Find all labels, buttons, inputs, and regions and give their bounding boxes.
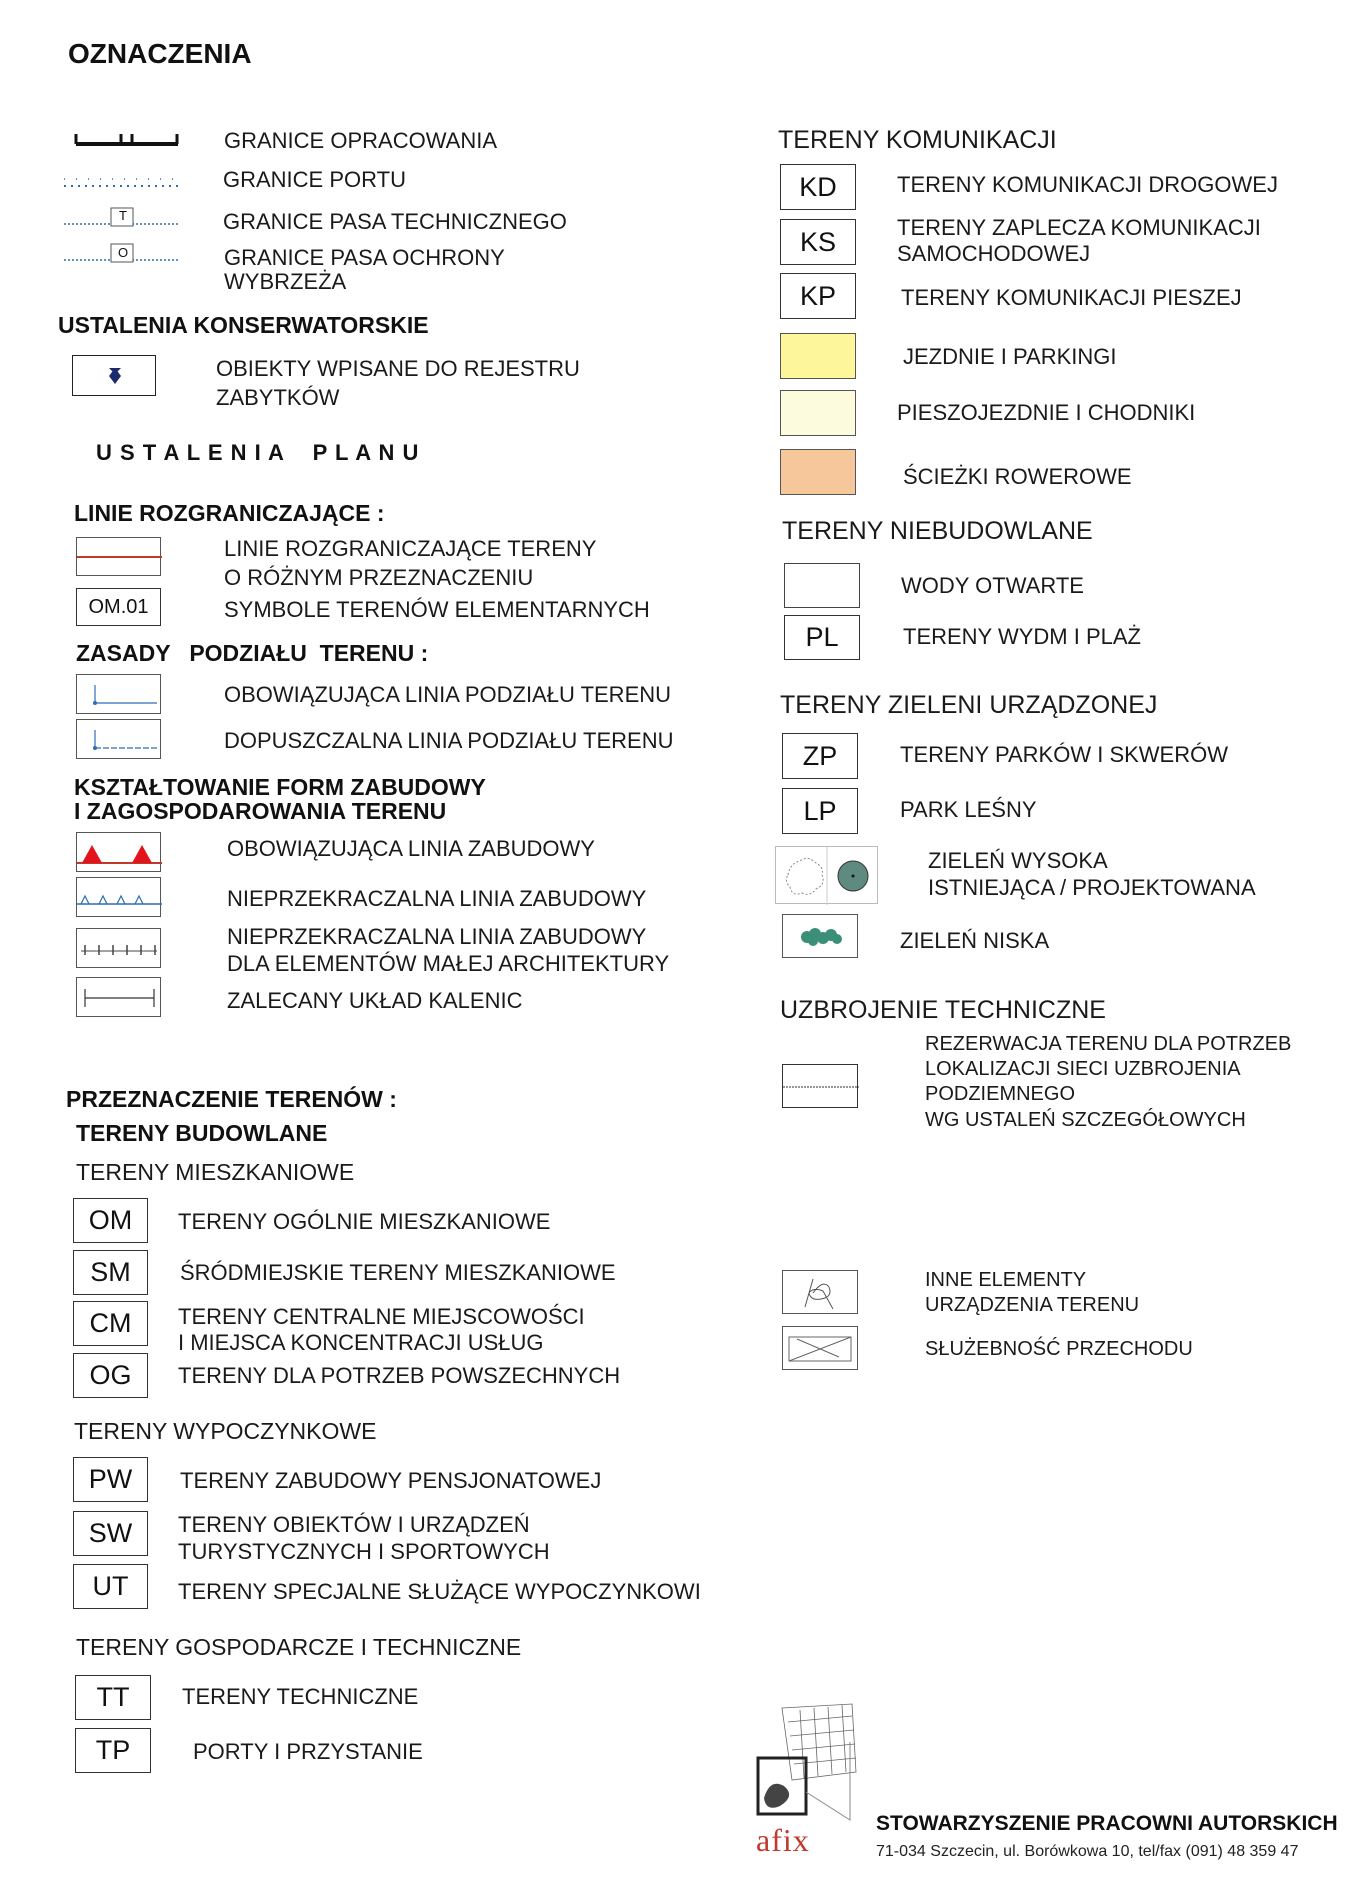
afix-logo-text: afix (756, 1822, 810, 1858)
cm-label-2: I MIEJSCA KONCENTRACJI USŁUG (178, 1330, 544, 1355)
sw-label-2: TURYSTYCZNYCH I SPORTOWYCH (178, 1539, 550, 1564)
coastal-strip-marker: O (117, 245, 129, 260)
tp-code-box: TP (75, 1728, 151, 1773)
sm-code-box: SM (73, 1250, 148, 1295)
page-title: OZNACZENIA (68, 38, 252, 69)
transport-heading: TERENY KOMUNIKACJI (778, 126, 1057, 154)
cm-label-1: TERENY CENTRALNE MIEJSCOWOŚCI (178, 1304, 585, 1329)
bikeways-swatch (780, 449, 856, 495)
sw-label-1: TERENY OBIEKTÓW I URZĄDZEŃ (178, 1512, 530, 1537)
utility-label-2: LOKALIZACJI SIECI UZBROJENIA (925, 1058, 1241, 1080)
low-green-symbol (782, 914, 858, 958)
easement-icon (783, 1327, 859, 1371)
monument-label-2: ZABYTKÓW (216, 385, 340, 410)
tp-label: PORTY I PRZYSTANIE (193, 1739, 423, 1764)
easement-symbol (782, 1326, 858, 1370)
mandatory-division-symbol (76, 674, 161, 714)
tt-label: TERENY TECHNICZNE (182, 1684, 419, 1709)
technical-strip-label: GRANICE PASA TECHNICZNEGO (223, 209, 567, 234)
utility-reservation-symbol (782, 1064, 858, 1108)
walkways-label: PIESZOJEZDNIE I CHODNIKI (897, 400, 1196, 425)
easement-label: SŁUŻEBNOŚĆ PRZECHODU (925, 1338, 1193, 1360)
ks-label-1: TERENY ZAPLECZA KOMUNIKACJI (897, 215, 1261, 240)
high-green-label-1: ZIELEŃ WYSOKA (928, 848, 1108, 873)
high-green-symbol (775, 846, 878, 904)
walkways-swatch (780, 390, 856, 436)
lp-code-box: LP (782, 788, 858, 834)
zp-code-box: ZP (782, 733, 858, 779)
ks-label-2: SAMOCHODOWEJ (897, 241, 1091, 266)
ks-code-box: KS (780, 219, 856, 265)
pl-label: TERENY WYDM I PLAŻ (903, 624, 1141, 649)
unbuilt-heading: TERENY NIEBUDOWLANE (782, 517, 1093, 545)
ridge-layout-symbol (76, 977, 161, 1017)
kd-code-box: KD (780, 164, 856, 210)
max-building-line-label: NIEPRZEKRACZALNA LINIA ZABUDOWY (227, 886, 647, 911)
other-elements-symbol (782, 1270, 858, 1314)
kp-label: TERENY KOMUNIKACJI PIESZEJ (901, 285, 1242, 310)
dividing-line-label-1: LINIE ROZGRANICZAJĄCE TERENY (224, 536, 597, 561)
pw-label: TERENY ZABUDOWY PENSJONATOWEJ (180, 1468, 602, 1493)
study-boundary-label: GRANICE OPRACOWANIA (224, 128, 497, 153)
utility-label-4: WG USTALEŃ SZCZEGÓŁOWYCH (925, 1109, 1246, 1131)
permissible-division-label: DOPUSZCZALNA LINIA PODZIAŁU TERENU (224, 728, 674, 753)
cm-code-box: CM (73, 1301, 148, 1346)
monument-icon (73, 356, 157, 397)
mandatory-division-label: OBOWIĄZUJĄCA LINIA PODZIAŁU TERENU (224, 682, 672, 707)
ut-label: TERENY SPECJALNE SŁUŻĄCE WYPOCZYNKOWI (178, 1579, 701, 1604)
tree-icon (776, 847, 879, 905)
coastal-strip-label: GRANICE PASA OCHRONY (224, 245, 505, 270)
shrub-icon (783, 915, 859, 959)
ut-code-box: UT (73, 1564, 148, 1609)
bikeways-label: ŚCIEŻKI ROWEROWE (903, 464, 1132, 489)
tt-code-box: TT (75, 1675, 151, 1720)
om-code-box: OM (73, 1198, 148, 1243)
small-architecture-line-symbol (76, 928, 161, 968)
om-label: TERENY OGÓLNIE MIESZKANIOWE (178, 1209, 551, 1234)
building-land-heading: TERENY BUDOWLANE (76, 1120, 328, 1146)
symbol-label: SYMBOLE TERENÓW ELEMENTARNYCH (224, 597, 650, 622)
kp-code-box: KP (780, 273, 856, 319)
organization-address: 71-034 Szczecin, ul. Borówkowa 10, tel/fax (091) 48 359 47 (876, 1843, 1299, 1860)
utility-heading: UZBROJENIE TECHNICZNE (780, 996, 1106, 1024)
pw-code-box: PW (73, 1457, 148, 1502)
conservation-heading: USTALENIA KONSERWATORSKIE (58, 312, 429, 338)
residential-heading: TERENY MIESZKANIOWE (76, 1159, 355, 1185)
port-boundary-symbol (62, 176, 182, 190)
high-green-label-2: ISTNIEJĄCA / PROJEKTOWANA (928, 875, 1256, 900)
sw-code-box: SW (73, 1511, 148, 1556)
forms-heading-2: I ZAGOSPODAROWANIA TERENU (74, 798, 447, 824)
organization-name: STOWARZYSZENIE PRACOWNI AUTORSKICH (876, 1812, 1338, 1835)
green-heading: TERENY ZIELENI URZĄDZONEJ (780, 691, 1158, 719)
recreation-heading: TERENY WYPOCZYNKOWE (74, 1418, 377, 1444)
permissible-division-symbol (76, 719, 161, 759)
lp-label: PARK LEŚNY (900, 797, 1037, 822)
utility-label-3: PODZIEMNEGO (925, 1083, 1076, 1105)
ridge-layout-label: ZALECANY UKŁAD KALENIC (227, 988, 523, 1013)
obligatory-building-line-label: OBOWIĄZUJĄCA LINIA ZABUDOWY (227, 836, 595, 861)
og-label: TERENY DLA POTRZEB POWSZECHNYCH (178, 1363, 621, 1388)
subdivision-heading: ZASADY PODZIAŁU TERENU : (76, 640, 429, 666)
technical-strip-marker: T (119, 208, 127, 223)
sm-label: ŚRÓDMIEJSKIE TERENY MIESZKANIOWE (180, 1260, 616, 1285)
forms-heading-1: KSZTAŁTOWANIE FORM ZABUDOWY (74, 774, 486, 800)
symbol-om01-box: OM.01 (76, 588, 161, 626)
kd-label: TERENY KOMUNIKACJI DROGOWEJ (897, 172, 1278, 197)
zp-label: TERENY PARKÓW I SKWERÓW (900, 742, 1228, 767)
sketch-icon (783, 1271, 859, 1315)
roads-swatch (780, 333, 856, 379)
monument-label-1: OBIEKTY WPISANE DO REJESTRU (216, 356, 580, 381)
max-building-line-symbol (76, 877, 161, 917)
open-water-swatch (784, 563, 860, 608)
other-elements-label-1: INNE ELEMENTY (925, 1269, 1087, 1291)
purpose-heading: PRZEZNACZENIE TERENÓW : (66, 1086, 397, 1112)
small-architecture-label-2: DLA ELEMENTÓW MAŁEJ ARCHITEKTURY (227, 951, 670, 976)
economic-heading: TERENY GOSPODARCZE I TECHNICZNE (76, 1634, 522, 1660)
open-water-label: WODY OTWARTE (901, 573, 1084, 598)
dividing-lines-heading: LINIE ROZGRANICZAJĄCE : (74, 500, 385, 526)
roads-label: JEZDNIE I PARKINGI (903, 344, 1117, 369)
pl-code-box: PL (784, 615, 860, 660)
plan-heading: U S T A L E N I A P L A N U (96, 440, 420, 465)
other-elements-label-2: URZĄDZENIA TERENU (925, 1294, 1140, 1316)
dividing-line-symbol (76, 537, 161, 576)
low-green-label: ZIELEŃ NISKA (900, 928, 1050, 953)
monument-symbol (72, 355, 156, 396)
utility-label-1: REZERWACJA TERENU DLA POTRZEB (925, 1033, 1292, 1055)
study-boundary-symbol (74, 130, 180, 150)
og-code-box: OG (73, 1353, 148, 1398)
coastal-strip-label-2: WYBRZEŻA (224, 269, 347, 294)
port-boundary-label: GRANICE PORTU (223, 167, 406, 192)
small-architecture-label-1: NIEPRZEKRACZALNA LINIA ZABUDOWY (227, 924, 647, 949)
obligatory-building-line-symbol (76, 832, 161, 872)
dividing-line-label-2: O RÓŻNYM PRZEZNACZENIU (224, 565, 534, 590)
